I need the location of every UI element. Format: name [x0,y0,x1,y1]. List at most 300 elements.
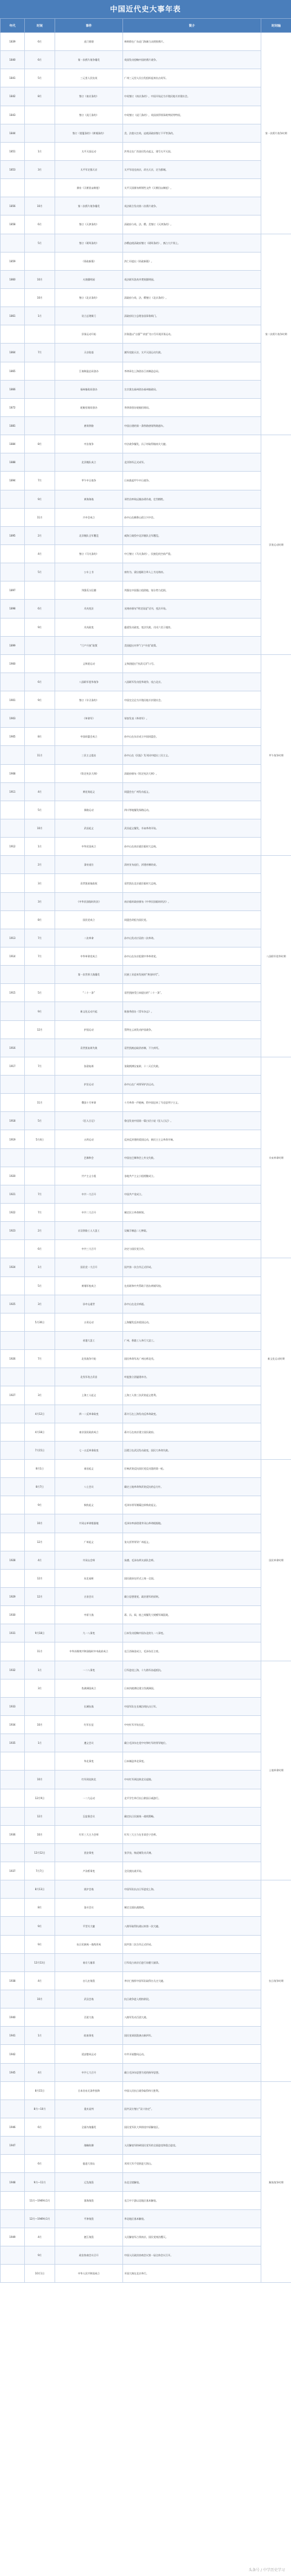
row-date: 7月 [25,929,55,947]
row-year: 1921 [1,1185,25,1203]
row-event: 天京陷落 [55,344,123,362]
row-desc: 中国在巴黎和会上外交失败。 [123,1148,261,1167]
row-event: 全面内战爆发 [55,2118,123,2137]
row-desc: 孙中山在南京就任临时大总统。 [123,838,261,856]
table-row [1,838,291,856]
row-desc: 开国大典在北京举行。 [123,2265,261,2283]
table-row [1,234,291,252]
row-desc: 日军攻占南京后进行血腥大屠杀。 [123,1953,261,1971]
row-desc: 同盟会改组为国民党。 [123,910,261,929]
row-date: 9月—11月 [25,2173,55,2191]
row-desc: 民族工业迎来发展的“黄金时代”。 [123,966,261,984]
row-date: 1月 [25,2027,55,2045]
row-date: 12月 [25,1587,55,1605]
row-year [1,892,25,910]
row-date: 8月1日 [25,1459,55,1477]
row-event: 签订《南京条约》 [55,87,123,106]
row-event: 国民党一大召开 [55,1258,123,1276]
row-desc: 人民解放军粉碎国民党军的全面进攻和重点进攻。 [123,2137,261,2155]
row-desc: 中英签订《虎门条约》，英国获得领事裁判权等特权。 [123,106,261,124]
row-date [25,453,55,472]
row-year: 1928 [1,1551,25,1569]
row-event: 签订《望厦条约》《黄埔条约》 [55,124,123,142]
row-year [1,1953,25,1971]
row-date [25,1148,55,1167]
row-desc: 确立毛泽东在党中央和红军的领导地位。 [123,1734,261,1752]
row-year [1,618,25,636]
row-event: 护国运动 [55,1020,123,1039]
row-desc: 决定与国民党合作。 [123,1240,261,1258]
row-desc: 同盟会在广州发动起义。 [123,782,261,801]
table-row [1,782,291,801]
row-date: 9月 [25,490,55,508]
row-desc: 蒋介石在南京建立国民政府。 [123,1423,261,1441]
row-desc: 袁世凯在北京就任临时大总统。 [123,874,261,892]
row-event: 东北易帜 [55,1569,123,1587]
table-row [1,929,291,947]
row-date: 1月 [25,1258,55,1276]
row-event: 义和团运动 [55,654,123,673]
row-date [25,966,55,984]
table-row [1,1496,291,1514]
row-desc: 孙中山在檀香山创立兴中会。 [123,508,261,526]
row-date: 7月15日 [25,1441,55,1459]
row-year: 1865 [1,362,25,380]
row-desc: 中央红军到达陕北吴起镇。 [123,1771,261,1789]
row-year: 1931 [1,1624,25,1642]
row-desc: 中国自建的第一条铁路唐胥铁路通车。 [123,416,261,435]
row-event: 甲午中日战争 [55,472,123,490]
row-year [1,1368,25,1386]
row-year [1,1789,25,1807]
row-year: 1856 [1,197,25,215]
row-event: 兴中会成立 [55,508,123,526]
row-year [1,1148,25,1167]
row-date: 9月 [25,1002,55,1020]
row-desc: 上海工人第三次武装起义胜利。 [123,1386,261,1405]
table-row [1,1039,291,1057]
row-year: 1900 [1,654,25,673]
table-row [1,106,291,124]
row-date: 6月 [25,2118,55,2137]
row-year: 1945 [1,2063,25,2081]
row-event: 政治协商会议召开 [55,2246,123,2265]
row-event: 签订《马关条约》 [55,544,123,563]
table-row [1,2045,291,2063]
row-event: 七一五反革命政变 [55,1441,123,1459]
row-date: 7月 [25,472,55,490]
row-year: 1839 [1,33,25,51]
table-row [1,1313,291,1331]
row-year [1,2081,25,2100]
row-event: 张勋复辟 [55,1057,123,1075]
row-year: 1949 [1,2228,25,2246]
table-row [1,435,291,453]
row-event: 袁世凯复辟失败 [55,1039,123,1057]
row-event: 中共二大召开 [55,1204,123,1222]
row-date: 7月 [25,947,55,966]
row-event: 《中华民国临时约法》 [55,892,123,910]
table-row [1,1423,291,1441]
table-row [1,1094,291,1112]
row-event: 上海工人起义 [55,1386,123,1405]
row-year: 1914 [1,947,25,966]
row-event: 一二八事变 [55,1661,123,1679]
row-date: 4月12日 [25,1405,55,1423]
row-event: 签订《瑷珲条约》 [55,234,123,252]
header-event: 事件 [55,19,123,33]
row-year: 1924 [1,1258,25,1276]
row-desc: 打响武装反抗国民党反动派的第一枪。 [123,1459,261,1477]
table-row [1,2063,291,2081]
row-year [1,1990,25,2008]
period-cell: 国民革命时期 [261,1459,291,1661]
row-date [25,1368,55,1386]
row-desc: 邹容发表《革命军》。 [123,710,261,728]
table-row [1,2209,291,2228]
row-event: 井冈山革命根据地 [55,1514,123,1533]
row-year: 1840 [1,51,25,69]
header-desc: 简介 [123,19,261,33]
row-year [1,1807,25,1825]
row-date: 9月 [25,1496,55,1514]
row-year: 1853 [1,160,25,178]
row-year: 1915 [1,984,25,1002]
row-event: 中原大战 [55,1606,123,1624]
row-date: 6月 [25,51,55,69]
row-desc: 国民党顽固派袭击新四军。 [123,2027,261,2045]
table-row [1,710,291,728]
row-desc: 吴佩孚制造二七惨案。 [123,1222,261,1240]
row-year: 1941 [1,2027,25,2045]
table-row [1,1057,291,1075]
row-date: 5月 [25,1276,55,1295]
row-desc: 确定土地革命和武装反抗的总方针。 [123,1478,261,1496]
table-row [1,1386,291,1405]
table-row [1,33,291,51]
table-row [1,1661,291,1679]
row-desc: 清政府与英、法、俄、美签订《天津条约》。 [123,215,261,234]
row-event: 渡江战役 [55,2228,123,2246]
row-year: 1918 [1,1112,25,1130]
table-row [1,966,291,984]
row-date: 1月 [25,1734,55,1752]
table-row [1,1971,291,1990]
row-year [1,1240,25,1258]
row-date: 9月 [25,618,55,636]
row-desc: 长江中下游以北地区基本解放。 [123,2191,261,2209]
row-desc: 袁世凯接受日本提出的“二十一条”。 [123,984,261,1002]
row-year [1,1935,25,1953]
row-event: 中华人民共和国成立 [55,2265,123,2283]
row-year: 1851 [1,142,25,160]
row-event: 百团大战 [55,2008,123,2027]
table-row [1,2118,291,2137]
row-year: 1942 [1,2045,25,2063]
row-desc: 孙中山在广州领导护法运动。 [123,1076,261,1094]
table-row [1,673,291,691]
table-row [1,746,291,764]
table-row [1,1276,291,1295]
row-date: 5月 [25,234,55,252]
row-date [25,654,55,673]
row-year: 1934 [1,1715,25,1734]
row-desc: 清政府与英、法、俄签订《北京条约》。 [123,288,261,307]
header-year: 年代 [1,19,25,33]
table-row [1,1825,291,1843]
row-event: 轮船招商局创办 [55,398,123,416]
row-desc: 中法战争爆发，冯子材取得镇南关大捷。 [123,435,261,453]
row-year [1,288,25,307]
row-desc: 全民族抗战开始。 [123,1862,261,1880]
row-event: 二次革命 [55,929,123,947]
row-date: 12月13日 [25,1953,55,1971]
row-year: 1911 [1,782,25,801]
row-desc: 李鸿章在上海创办江南制造总局。 [123,362,261,380]
row-date [25,2008,55,2027]
row-year [1,1533,25,1551]
table-row [1,2191,291,2209]
row-date: 9月 [25,1935,55,1953]
row-year: 1923 [1,1222,25,1240]
row-year [1,1899,25,1917]
row-date [25,636,55,654]
row-year: 1860 [1,270,25,288]
row-desc: 鲁迅发表中国第一篇白话小说《狂人日记》。 [123,1112,261,1130]
row-year: 1905 [1,728,25,746]
row-year [1,1002,25,1020]
table-row [1,1148,291,1167]
table-row [1,508,291,526]
row-year [1,563,25,581]
table-row [1,947,291,966]
row-desc: 日本制造华北事变。 [123,1752,261,1771]
row-event: 辽沈战役 [55,2173,123,2191]
row-date [25,1697,55,1715]
row-desc: 北平学生举行抗日救国示威游行。 [123,1789,261,1807]
row-desc: 制定民主革命纲领。 [123,1204,261,1222]
row-year: 1913 [1,929,25,947]
table-row [1,636,291,654]
row-date: 11月 [25,746,55,764]
table-row [1,398,291,416]
row-year: 1901 [1,691,25,710]
row-desc: 国共第二次合作正式形成。 [123,1935,261,1953]
row-year: 1894 [1,472,25,490]
table-row [1,654,291,673]
row-date [25,764,55,782]
table-row [1,1350,291,1368]
row-date: 3月 [25,1295,55,1313]
row-desc: 中国军队抗击日军进攻上海。 [123,1880,261,1899]
row-date: 8月15日 [25,2081,55,2100]
row-year [1,544,25,563]
table-row [1,801,291,819]
table-row [1,1112,291,1130]
table-row [1,544,291,563]
row-date: 1月 [25,838,55,856]
table-row [1,910,291,929]
row-event: 南京大屠杀 [55,1953,123,1971]
row-date [25,1752,55,1771]
row-date: 3月 [25,874,55,892]
row-event: 黄花岗起义 [55,782,123,801]
row-event: 新文化运动兴起 [55,1002,123,1020]
row-desc: 左宗棠在福州创办福州船政局。 [123,380,261,398]
row-desc: 中日签订《马关条约》，民族危机空前严重。 [123,544,261,563]
row-desc: 八国联军发动侵华战争，攻占北京。 [123,673,261,691]
row-date: 5月 [25,1112,55,1130]
table-row [1,490,291,508]
row-desc: 洋务派以“自强”“求富”为口号开展洋务运动。 [123,325,261,344]
row-date: 7月 [25,1185,55,1203]
row-event: 淞沪会战 [55,1880,123,1899]
row-desc: 华北地区基本解放。 [123,2209,261,2228]
row-desc: 国共双方签订“双十协定”。 [123,2100,261,2118]
row-date: 10月 [25,819,55,838]
row-desc: 红军三大主力在甘肃会宁会师。 [123,1825,261,1843]
row-event: 伪满洲国成立 [55,1679,123,1697]
row-date: 3月 [25,1386,55,1405]
table-row [1,1076,291,1094]
row-year [1,1276,25,1295]
row-event: “二十一条” [55,984,123,1002]
row-date: 8月—10月 [25,2100,55,2118]
row-event: 签订《北京条约》 [55,288,123,307]
row-desc: 确立思想建党、政治建军的原则。 [123,1587,261,1605]
row-desc: 威海卫战役中北洋舰队全军覆没。 [123,526,261,544]
row-event: 《资政新篇》 [55,252,123,270]
row-year [1,1679,25,1697]
row-event: 唐胥铁路 [55,416,123,435]
row-desc: 国民革命军从广州出师北伐。 [123,1350,261,1368]
row-event: 太平天国运动 [55,142,123,160]
row-event: 中法战争 [55,435,123,453]
events-table [0,18,291,2283]
row-event: 北洋舰队成立 [55,453,123,472]
row-desc: 在苏联和中共帮助下创办黄埔军校。 [123,1276,261,1295]
row-event: 《狂人日记》 [55,1112,123,1130]
row-event: 孙中山逝世 [55,1295,123,1313]
period-cell: 辛亥革命时期 [261,1057,291,1258]
table-row [1,1642,291,1661]
row-date: 12月12日 [25,1843,55,1862]
row-date [25,2045,55,2063]
table-row [1,2100,291,2118]
row-desc: 美、法趁火打劫，迫使清政府签订不平等条约。 [123,124,261,142]
table-row [1,1587,291,1605]
row-date: 8月 [25,910,55,929]
row-year: 1925 [1,1295,25,1313]
row-date [25,325,55,344]
row-date: 10月 [25,1715,55,1734]
row-year [1,2209,25,2228]
table-row [1,1935,291,1953]
row-year [1,1569,25,1587]
row-date: 11月—1949年1月 [25,2191,55,2209]
row-event: 颁布《天朝田亩制度》 [55,179,123,197]
table-row [1,179,291,197]
row-year: 1895 [1,526,25,544]
row-date [25,1606,55,1624]
table-row [1,581,291,600]
table-row [1,2228,291,2246]
table-header [1,19,291,33]
row-event: 南昌起义 [55,1459,123,1477]
row-event: 卢沟桥事变 [55,1862,123,1880]
row-desc: 毛泽东领导湘赣边界秋收起义。 [123,1496,261,1514]
row-date: 5月 [25,563,55,581]
row-year [1,1642,25,1661]
table-row [1,1185,291,1203]
watermark: 头条号 / 中学历史学习 [249,2568,285,2572]
row-date: 6月 [25,215,55,234]
row-desc: 中国人民抗日战争取得伟大胜利。 [123,2081,261,2100]
row-event: 武昌起义 [55,819,123,838]
row-year: 1908 [1,764,25,782]
row-desc: 各地共产主义小组相继成立。 [123,1167,261,1185]
table-row [1,1899,291,1917]
row-event: 古田会议 [55,1587,123,1605]
row-date: 8月 [25,1899,55,1917]
table-row [1,728,291,746]
row-date: 4月 [25,1551,55,1569]
row-event: 《钦定宪法大纲》 [55,764,123,782]
row-event: 洋务运动开始 [55,325,123,344]
row-year [1,1405,25,1423]
row-year: 1872 [1,398,25,416]
row-year: 1843 [1,106,25,124]
row-desc: 林则徐在广东虎门海滩当众销毁鸦片。 [123,33,261,51]
table-row [1,1478,291,1496]
period-cell: 第二次鸦片战争时期 [261,234,291,435]
row-year [1,1313,25,1331]
row-desc: 北洋海军正式成军。 [123,453,261,472]
row-date [25,1331,55,1349]
row-year [1,1076,25,1094]
row-event: 黄海海战 [55,490,123,508]
table-row [1,1679,291,1697]
row-desc: 国民党军队大举围攻中原解放区。 [123,2118,261,2137]
table-row [1,1240,291,1258]
row-date: 8月7日 [25,1478,55,1496]
row-event: 瓦窑堡会议 [55,1807,123,1825]
row-date: 1月 [25,142,55,160]
row-event: 签订《辛丑条约》 [55,691,123,710]
row-event: 广州起义 [55,1533,123,1551]
row-date: 11月 [25,508,55,526]
row-desc: 日本发动侵略中国东北的九一八事变。 [123,1624,261,1642]
row-event: 三民主义提出 [55,746,123,764]
table-row [1,344,291,362]
row-event: 第一次世界大战爆发 [55,966,123,984]
row-year [1,1917,25,1935]
row-desc: 张勋拥溥仪复辟，十二天后失败。 [123,1057,261,1075]
row-desc: 广州三元里人民自发组织起来抗击英军。 [123,69,261,87]
row-event: 挺进大别山 [55,2155,123,2173]
row-event: 红军到达陕北 [55,1771,123,1789]
table-row [1,1002,291,1020]
row-year [1,179,25,197]
row-event: 日本宣布无条件投降 [55,2081,123,2100]
table-row [1,691,291,710]
row-event: 戊戌变法 [55,600,123,618]
row-year: 1916 [1,1039,25,1057]
table-row [1,526,291,544]
row-desc: 中国共产党成立。 [123,1185,261,1203]
row-year [1,1880,25,1899]
row-year [1,2191,25,2209]
